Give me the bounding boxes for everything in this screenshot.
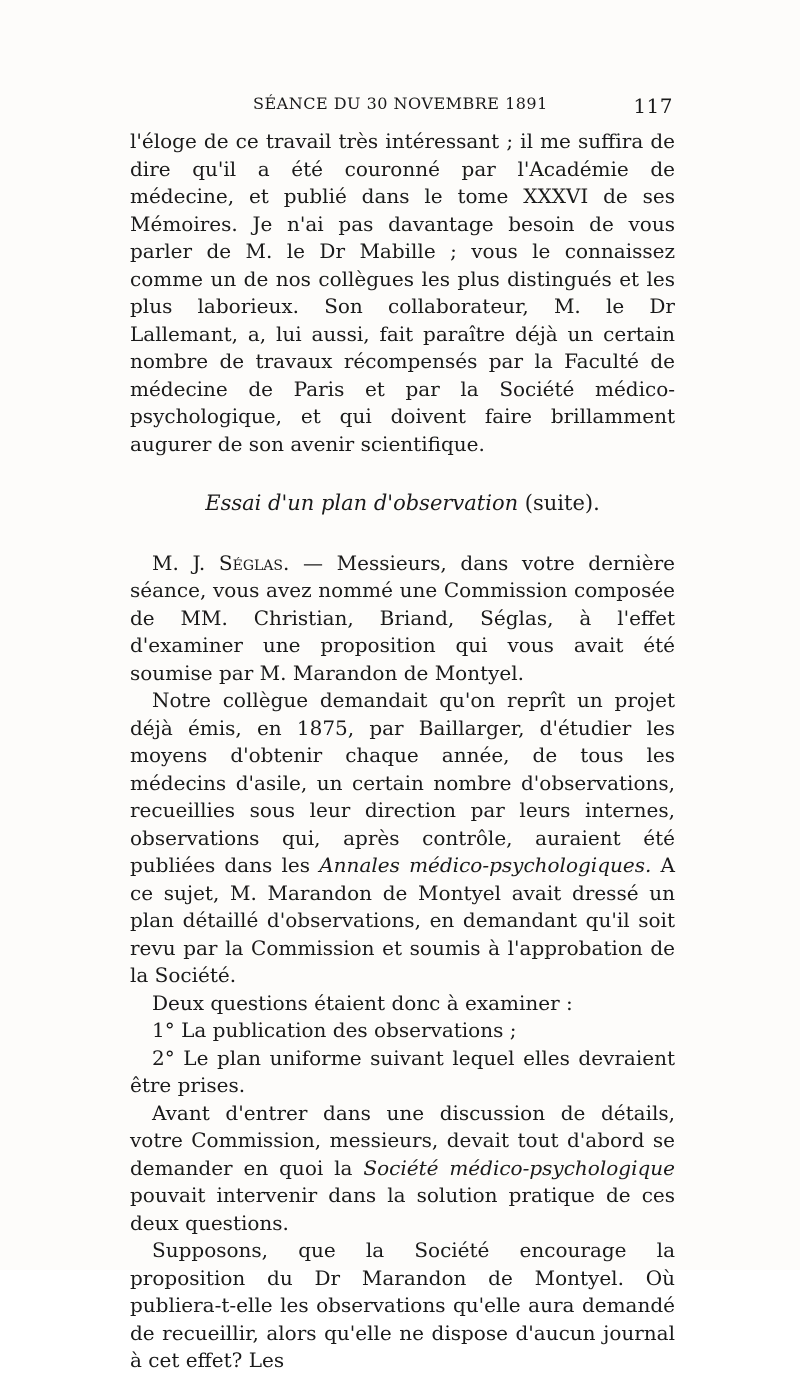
body-text bbox=[130, 128, 675, 1375]
speaker-name: M. J. Séglas. bbox=[152, 550, 290, 575]
paragraph-text: — Messieurs, dans votre dernière séance, vous avez nommé une Commission composée de MM. Christian, Briand, Séglas, à l'effet d'examiner une proposition qui vous avait été soumise par M. Marandon de Montyel. bbox=[130, 550, 675, 685]
journal-title: Annales médico-psychologiques. bbox=[319, 853, 652, 877]
paragraph: l'éloge de ce travail très intéressant ; il me suffira de dire qu'il a été couronné par l'Académie de médecine, et publié dans le tome XXXVI de ses Mémoires. Je n'ai pas davantage besoin de vous parler de M. le Dr Mabille ; vous le connaissez comme un de nos collègues les plus distingués et les plus laborieux. Son collaborateur, M. le Dr Lallemant, a, lui aussi, fait paraître déjà un certain nombre de travaux récompensés par la Faculté de médecine de Paris et par la Société médico-psychologique, et qui doivent faire brillamment augurer de son avenir scientifique. bbox=[130, 129, 675, 456]
running-header bbox=[253, 94, 673, 118]
paragraph bbox=[130, 550, 675, 688]
page-number: 117 bbox=[633, 94, 673, 118]
paragraph-text: pouvait intervenir dans la solution pratique de ces deux questions. bbox=[130, 1183, 675, 1235]
paragraph-text: A ce sujet, M. Marandon de Montyel avait dressé un plan détaillé d'observations, en demandant qu'il soit revu par la Commission et soumis à l'approbation de la Société. bbox=[130, 853, 676, 987]
society-name: Société médico-psychologique bbox=[363, 1155, 675, 1180]
paragraph: Supposons, que la Société encourage la proposition du Dr Marandon de Montyel. Où publiera-t-elle les observations qu'elle aura demandé de recueillir, alors qu'elle ne dispose d'aucun journal à cet effet? Les bbox=[130, 1238, 675, 1372]
paragraph bbox=[130, 1100, 675, 1238]
list-item: 2° Le plan uniforme suivant lequel elles devraient être prises. bbox=[130, 1045, 675, 1097]
section-title bbox=[130, 490, 675, 518]
section-title-suffix: (suite). bbox=[518, 491, 600, 515]
paragraph: Deux questions étaient donc à examiner : bbox=[152, 990, 573, 1015]
paragraph bbox=[130, 687, 675, 990]
section-title-italic: Essai d'un plan d'observation bbox=[205, 491, 519, 515]
paragraph-text: Avant d'entrer dans une discussion de détails, votre Commission, messieurs, devait tout d'abord se demander en quoi la bbox=[130, 1100, 675, 1180]
paragraph-text: Notre collègue demandait qu'on reprît un projet déjà émis, en 1875, par Baillarger, d'étudier les moyens d'obtenir chaque année, de tous les médecins d'asile, un certain nombre d'observations, recueillies sous leur direction par leurs internes, observations qui, après contrôle, auraient été publiées dans les bbox=[130, 688, 675, 877]
list-item: 1° La publication des observations ; bbox=[152, 1018, 517, 1042]
running-title: SÉANCE DU 30 NOVEMBRE 1891 bbox=[253, 94, 548, 113]
